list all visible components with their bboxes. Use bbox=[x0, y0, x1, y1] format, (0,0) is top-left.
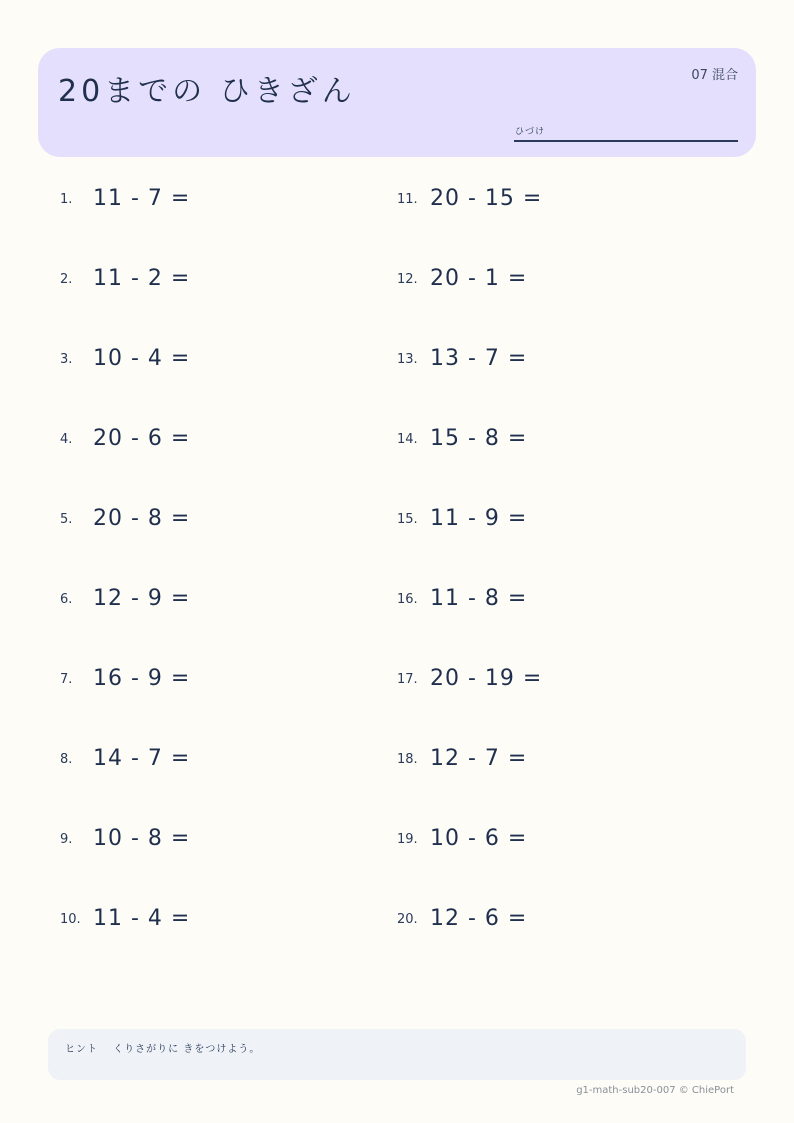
hint-box bbox=[48, 1029, 746, 1080]
problem-number: 15. bbox=[397, 512, 418, 527]
problem-expression: 11 - 9 = bbox=[430, 506, 528, 531]
problem-number: 19. bbox=[397, 832, 418, 847]
problem-expression: 12 - 9 = bbox=[93, 586, 191, 611]
problem-number: 20. bbox=[397, 912, 418, 927]
problem-expression: 11 - 7 = bbox=[93, 186, 191, 211]
problem-expression: 20 - 19 = bbox=[430, 666, 543, 691]
hint-text: ヒント くりさがりに きをつけよう。 bbox=[65, 1044, 261, 1055]
problem-number: 11. bbox=[397, 192, 418, 207]
problem-number: 17. bbox=[397, 672, 418, 687]
problem-expression: 10 - 8 = bbox=[93, 826, 191, 851]
worksheet-header bbox=[38, 48, 756, 157]
problem-expression: 20 - 6 = bbox=[93, 426, 191, 451]
problem-number: 2. bbox=[60, 272, 73, 287]
problem-expression: 11 - 8 = bbox=[430, 586, 528, 611]
problem-expression: 13 - 7 = bbox=[430, 346, 528, 371]
problem-expression: 20 - 8 = bbox=[93, 506, 191, 531]
problem-number: 3. bbox=[60, 352, 73, 367]
problem-number: 12. bbox=[397, 272, 418, 287]
problem-expression: 20 - 1 = bbox=[430, 266, 528, 291]
problem-expression: 10 - 4 = bbox=[93, 346, 191, 371]
date-label: ひづけ bbox=[515, 127, 546, 137]
problem-number: 7. bbox=[60, 672, 73, 687]
problem-expression: 15 - 8 = bbox=[430, 426, 528, 451]
problem-expression: 10 - 6 = bbox=[430, 826, 528, 851]
problem-expression: 14 - 7 = bbox=[93, 746, 191, 771]
problem-number: 10. bbox=[60, 912, 81, 927]
problem-expression: 11 - 4 = bbox=[93, 906, 191, 931]
problem-number: 8. bbox=[60, 752, 73, 767]
footer-credit: g1-math-sub20-007 © ChiePort bbox=[576, 1085, 734, 1096]
problem-expression: 12 - 6 = bbox=[430, 906, 528, 931]
problem-number: 5. bbox=[60, 512, 73, 527]
problem-expression: 12 - 7 = bbox=[430, 746, 528, 771]
problem-number: 16. bbox=[397, 592, 418, 607]
problem-number: 4. bbox=[60, 432, 73, 447]
problem-number: 1. bbox=[60, 192, 73, 207]
date-field[interactable] bbox=[514, 123, 738, 142]
problem-number: 18. bbox=[397, 752, 418, 767]
set-label: 07 混合 bbox=[691, 68, 738, 83]
problem-expression: 16 - 9 = bbox=[93, 666, 191, 691]
problem-expression: 20 - 15 = bbox=[430, 186, 543, 211]
problem-number: 13. bbox=[397, 352, 418, 367]
problem-number: 9. bbox=[60, 832, 73, 847]
problem-number: 14. bbox=[397, 432, 418, 447]
page-title: 20までの ひきざん bbox=[58, 74, 356, 109]
problem-number: 6. bbox=[60, 592, 73, 607]
problem-expression: 11 - 2 = bbox=[93, 266, 191, 291]
